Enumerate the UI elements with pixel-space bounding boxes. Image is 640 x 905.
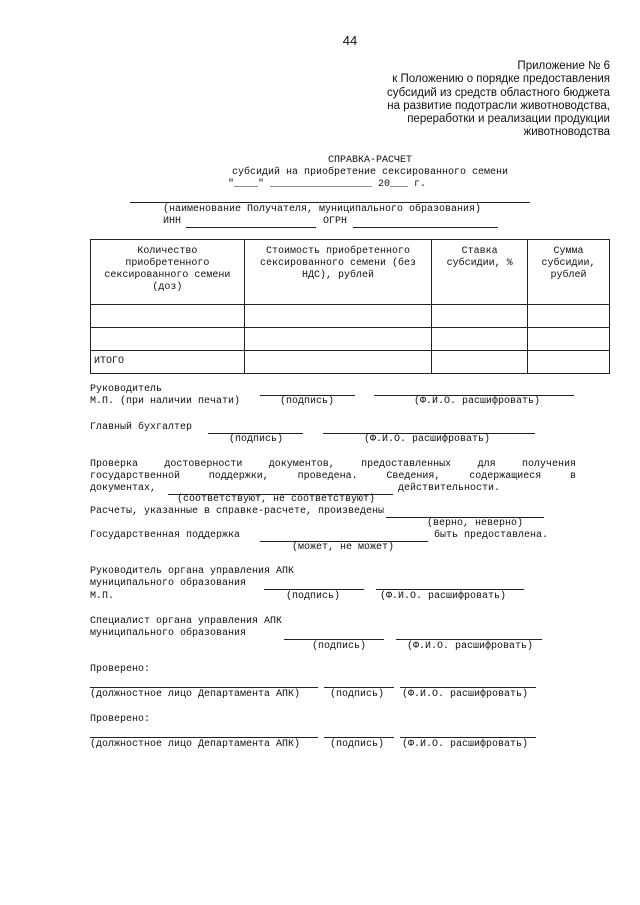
apk-head-line1: Руководитель органа управления АПК <box>90 566 295 577</box>
table-cell <box>528 351 610 374</box>
word: в <box>569 471 576 482</box>
apk-spec-line2: муниципального образования <box>90 628 247 639</box>
check-line3-end: действительности. <box>398 483 501 494</box>
table-cell <box>244 305 432 328</box>
total-row <box>91 351 610 374</box>
word: для <box>477 459 496 470</box>
apk-spec-line1: Специалист органа управления АПК <box>90 616 283 627</box>
header-rate: Ставка субсидии, % <box>432 240 528 305</box>
inn-line <box>186 227 316 228</box>
annex-header <box>387 60 610 140</box>
annex-line: субсидий из средств областного бюджета <box>386 86 610 99</box>
apk-head-fio-line <box>376 589 524 590</box>
annex-line: Приложение № 6 <box>517 60 610 72</box>
support-label: Государственная поддержка <box>90 530 241 541</box>
header-sum: Сумма субсидии, рублей <box>528 240 610 305</box>
recipient-name-line <box>130 202 530 203</box>
signature-caption: (подпись) <box>286 591 341 602</box>
fio-caption: (Ф.И.О. расшифровать) <box>364 434 491 445</box>
table-header-row <box>91 240 610 305</box>
inn-label: ИНН <box>163 216 182 227</box>
check-line-1 <box>90 459 576 471</box>
check-line-2 <box>90 471 576 483</box>
signature-caption: (подпись) <box>312 641 367 652</box>
apk-head-signature-line <box>264 589 364 590</box>
support-end: быть предоставлена. <box>434 530 549 541</box>
table-cell <box>432 305 528 328</box>
date-line: "____" _________________ 20___ г. <box>228 179 427 190</box>
table-cell <box>244 328 432 351</box>
word: документов, <box>268 459 335 470</box>
table-cell <box>91 328 245 351</box>
word: государственной <box>90 471 181 482</box>
apk-head-line2: муниципального образования <box>90 578 247 589</box>
annex-line: на развитие подотрасли животноводства, <box>387 99 610 112</box>
apk-spec-signature-line <box>284 639 384 640</box>
calc-caption: (верно, неверно) <box>427 518 524 529</box>
table-cell <box>432 351 528 374</box>
header-cost: Стоимость приобретенного сексированного семени (без НДС), рублей <box>244 240 432 305</box>
annex-line: переработки и реализации продукции <box>407 113 610 126</box>
signature-caption: (подпись) <box>229 434 284 445</box>
verified-official-line <box>90 737 318 738</box>
fio-caption: (Ф.И.О. расшифровать) <box>402 739 529 750</box>
fio-caption: (Ф.И.О. расшифровать) <box>380 591 507 602</box>
official-caption: (должностное лицо Департамента АПК) <box>90 739 301 750</box>
verified-official-line <box>90 687 318 688</box>
recipient-caption: (наименование Получателя, муниципального образования) <box>163 204 482 215</box>
verified-signature-line <box>324 737 394 738</box>
official-caption: (должностное лицо Департамента АПК) <box>90 689 301 700</box>
verified-fio-line <box>400 687 536 688</box>
word: Проверка <box>90 459 139 470</box>
word: предоставленных <box>361 459 452 470</box>
table-cell <box>244 351 432 374</box>
calc-label: Расчеты, указанные в справке-расчете, произведены <box>90 506 385 517</box>
check-line3-start: документах, <box>90 483 157 494</box>
annex-line: животноводства <box>523 126 610 139</box>
signature-caption: (подпись) <box>280 396 335 407</box>
apk-spec-fio-line <box>396 639 542 640</box>
table-cell <box>528 328 610 351</box>
table-cell <box>432 328 528 351</box>
head-label: Руководитель <box>90 384 163 395</box>
accountant-label: Главный бухгалтер <box>90 422 193 433</box>
seal-label: М.П. (при наличии печати) <box>90 396 241 407</box>
verified-fio-line <box>400 737 536 738</box>
total-label: ИТОГО <box>91 351 245 374</box>
fio-caption: (Ф.И.О. расшифровать) <box>414 396 541 407</box>
subsidy-table <box>90 239 610 374</box>
fio-caption: (Ф.И.О. расшифровать) <box>402 689 529 700</box>
table-cell <box>91 305 245 328</box>
verified-label: Проверено: <box>90 714 151 725</box>
word: проведена. <box>297 471 358 482</box>
word: поддержки, <box>208 471 269 482</box>
ogrn-label: ОГРН <box>323 216 348 227</box>
mp-label: М.П. <box>90 591 115 602</box>
word: достоверности <box>164 459 243 470</box>
form-subtitle: субсидий на приобретение сексированного семени <box>231 167 509 178</box>
header-doses: Количество приобретенного сексированного семени (доз) <box>91 240 245 305</box>
word: содержащиеся <box>469 471 542 482</box>
page-number: 44 <box>342 33 358 48</box>
verified-signature-line <box>324 687 394 688</box>
ogrn-line <box>353 227 498 228</box>
signature-caption: (подпись) <box>330 739 385 750</box>
signature-caption: (подпись) <box>330 689 385 700</box>
table-row <box>91 305 610 328</box>
word: получения <box>521 459 576 470</box>
verified-label: Проверено: <box>90 664 151 675</box>
table-row <box>91 328 610 351</box>
table-cell <box>528 305 610 328</box>
check-paragraph <box>90 459 576 483</box>
form-title: СПРАВКА-РАСЧЕТ <box>327 155 412 166</box>
fio-caption: (Ф.И.О. расшифровать) <box>407 641 534 652</box>
correspond-caption: (соответствуют, не соответствуют) <box>177 494 376 505</box>
annex-line: к Положению о порядке предоставления <box>392 73 610 86</box>
word: Сведения, <box>386 471 441 482</box>
support-caption: (может, не может) <box>292 542 395 553</box>
